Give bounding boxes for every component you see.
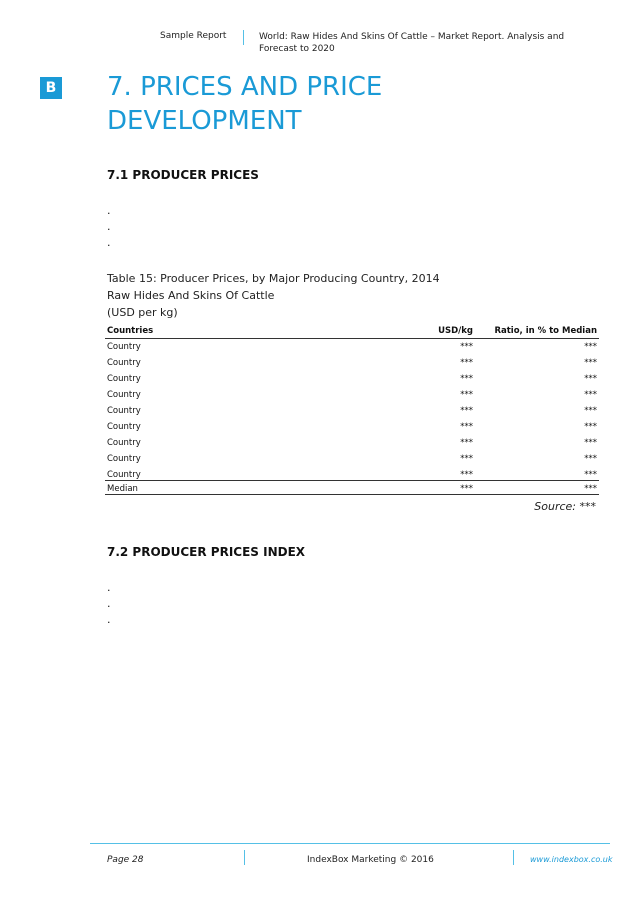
cell-usd-kg: *** bbox=[460, 390, 473, 400]
table-source-note: Source: *** bbox=[534, 500, 596, 513]
cell-ratio: *** bbox=[584, 470, 597, 480]
table-row bbox=[105, 432, 599, 448]
table-row bbox=[105, 464, 599, 481]
indexbox-logo-icon: B bbox=[40, 77, 62, 99]
cell-usd-kg: *** bbox=[460, 438, 473, 448]
cell-ratio: *** bbox=[584, 358, 597, 368]
table-row bbox=[105, 448, 599, 464]
section2-placeholder-dots bbox=[107, 580, 111, 628]
cell-country: Country bbox=[107, 342, 141, 352]
placeholder-dot: . bbox=[107, 236, 111, 249]
header-divider bbox=[243, 30, 244, 45]
footer-divider bbox=[244, 850, 245, 865]
cell-country: Country bbox=[107, 470, 141, 480]
table-caption-unit: (USD per kg) bbox=[107, 306, 178, 319]
table-row bbox=[105, 339, 599, 353]
cell-usd-kg: *** bbox=[460, 470, 473, 480]
cell-ratio: *** bbox=[584, 342, 597, 352]
cell-ratio: *** bbox=[584, 454, 597, 464]
placeholder-dot: . bbox=[107, 613, 111, 626]
cell-country: Country bbox=[107, 406, 141, 416]
cell-country: Country bbox=[107, 358, 141, 368]
column-header-usd-kg: USD/kg bbox=[381, 322, 475, 339]
cell-ratio: *** bbox=[584, 374, 597, 384]
cell-country: Country bbox=[107, 438, 141, 448]
cell-ratio: *** bbox=[584, 422, 597, 432]
cell-country: Country bbox=[107, 454, 141, 464]
cell-ratio: *** bbox=[584, 406, 597, 416]
cell-ratio: *** bbox=[584, 438, 597, 448]
table-caption-title: Table 15: Producer Prices, by Major Producing Country, 2014 bbox=[107, 272, 440, 285]
cell-usd-kg: *** bbox=[460, 454, 473, 464]
table-row bbox=[105, 416, 599, 432]
footer-copyright: IndexBox Marketing © 2016 bbox=[307, 855, 434, 865]
cell-usd-kg: *** bbox=[460, 374, 473, 384]
cell-usd-kg: *** bbox=[460, 422, 473, 432]
placeholder-dot: . bbox=[107, 220, 111, 233]
table-header-row bbox=[105, 322, 599, 339]
column-header-countries: Countries bbox=[105, 322, 381, 339]
section-title-producer-prices: 7.1 PRODUCER PRICES bbox=[107, 168, 259, 182]
placeholder-dot: . bbox=[107, 597, 111, 610]
header-report-type: Sample Report bbox=[160, 31, 227, 41]
table-row bbox=[105, 352, 599, 368]
table-row bbox=[105, 384, 599, 400]
cell-country: Country bbox=[107, 422, 141, 432]
table-median-row bbox=[105, 481, 599, 495]
header-report-title: World: Raw Hides And Skins Of Cattle – Market Report. Analysis and Forecast to 2020 bbox=[259, 32, 565, 54]
section1-placeholder-dots bbox=[107, 203, 111, 251]
footer-rule bbox=[90, 843, 610, 844]
column-header-ratio: Ratio, in % to Median bbox=[475, 322, 599, 339]
footer-divider bbox=[513, 850, 514, 865]
table-row bbox=[105, 400, 599, 416]
table-caption bbox=[107, 270, 440, 321]
cell-usd-kg: *** bbox=[460, 358, 473, 368]
producer-prices-table bbox=[105, 322, 599, 495]
cell-median-label: Median bbox=[105, 481, 381, 495]
footer-website-link[interactable]: www.indexbox.co.uk bbox=[530, 855, 613, 864]
placeholder-dot: . bbox=[107, 204, 111, 217]
cell-median-ratio: *** bbox=[475, 481, 599, 495]
cell-ratio: *** bbox=[584, 390, 597, 400]
table-row bbox=[105, 368, 599, 384]
cell-median-usd-kg: *** bbox=[381, 481, 475, 495]
section-title-producer-prices-index: 7.2 PRODUCER PRICES INDEX bbox=[107, 545, 306, 559]
cell-country: Country bbox=[107, 374, 141, 384]
cell-usd-kg: *** bbox=[460, 406, 473, 416]
footer-page-number: Page 28 bbox=[107, 855, 144, 865]
chapter-title: 7. PRICES AND PRICE DEVELOPMENT bbox=[107, 72, 383, 136]
table-caption-product: Raw Hides And Skins Of Cattle bbox=[107, 289, 275, 302]
cell-country: Country bbox=[107, 390, 141, 400]
cell-usd-kg: *** bbox=[460, 342, 473, 352]
placeholder-dot: . bbox=[107, 581, 111, 594]
